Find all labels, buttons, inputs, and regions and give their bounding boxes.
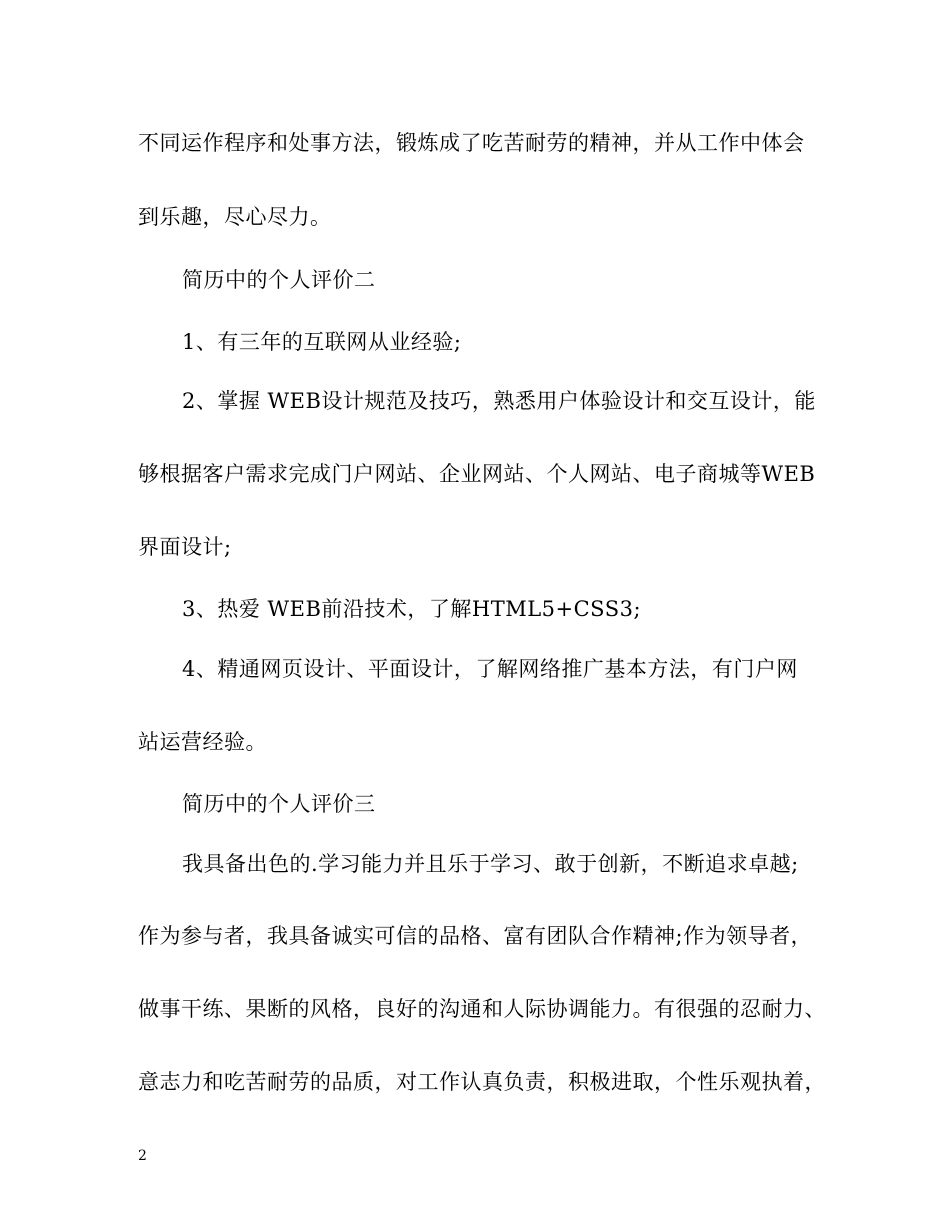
paragraph-line: 作为参与者，我具备诚实可信的品格、富有团队合作精神;作为领导者， bbox=[138, 924, 813, 948]
paragraph-line: 意志力和吃苦耐劳的品质，对工作认真负责，积极进取，个性乐观执着， bbox=[138, 1070, 826, 1094]
page-number: 2 bbox=[138, 1148, 147, 1164]
text-line: 够根据客户需求完成门户网站、企业网站、个人网站、电子商城等WEB bbox=[138, 462, 816, 486]
text-line: 站运营经验。 bbox=[138, 730, 267, 754]
list-item: 1、有三年的互联网从业经验; bbox=[182, 330, 462, 354]
list-item: 4、精通网页设计、平面设计，了解网络推广基本方法，有门户网 bbox=[182, 657, 798, 681]
paragraph-line: 做事干练、果断的风格，良好的沟通和人际协调能力。有很强的忍耐力、 bbox=[138, 997, 826, 1021]
text-line: 到乐趣，尽心尽力。 bbox=[138, 205, 332, 229]
list-item: 2、掌握 WEB设计规范及技巧，熟悉用户体验设计和交互设计，能 bbox=[182, 389, 816, 413]
text-line: 不同运作程序和处事方法，锻炼成了吃苦耐劳的精神，并从工作中体会 bbox=[138, 131, 805, 155]
section-heading: 简历中的个人评价二 bbox=[182, 268, 376, 292]
text-line: 界面设计; bbox=[138, 535, 232, 559]
section-heading: 简历中的个人评价三 bbox=[182, 792, 376, 816]
paragraph-line: 我具备出色的.学习能力并且乐于学习、敢于创新，不断追求卓越; bbox=[182, 852, 799, 876]
list-item: 3、热爱 WEB前沿技术，了解HTML5+CSS3; bbox=[182, 597, 642, 621]
